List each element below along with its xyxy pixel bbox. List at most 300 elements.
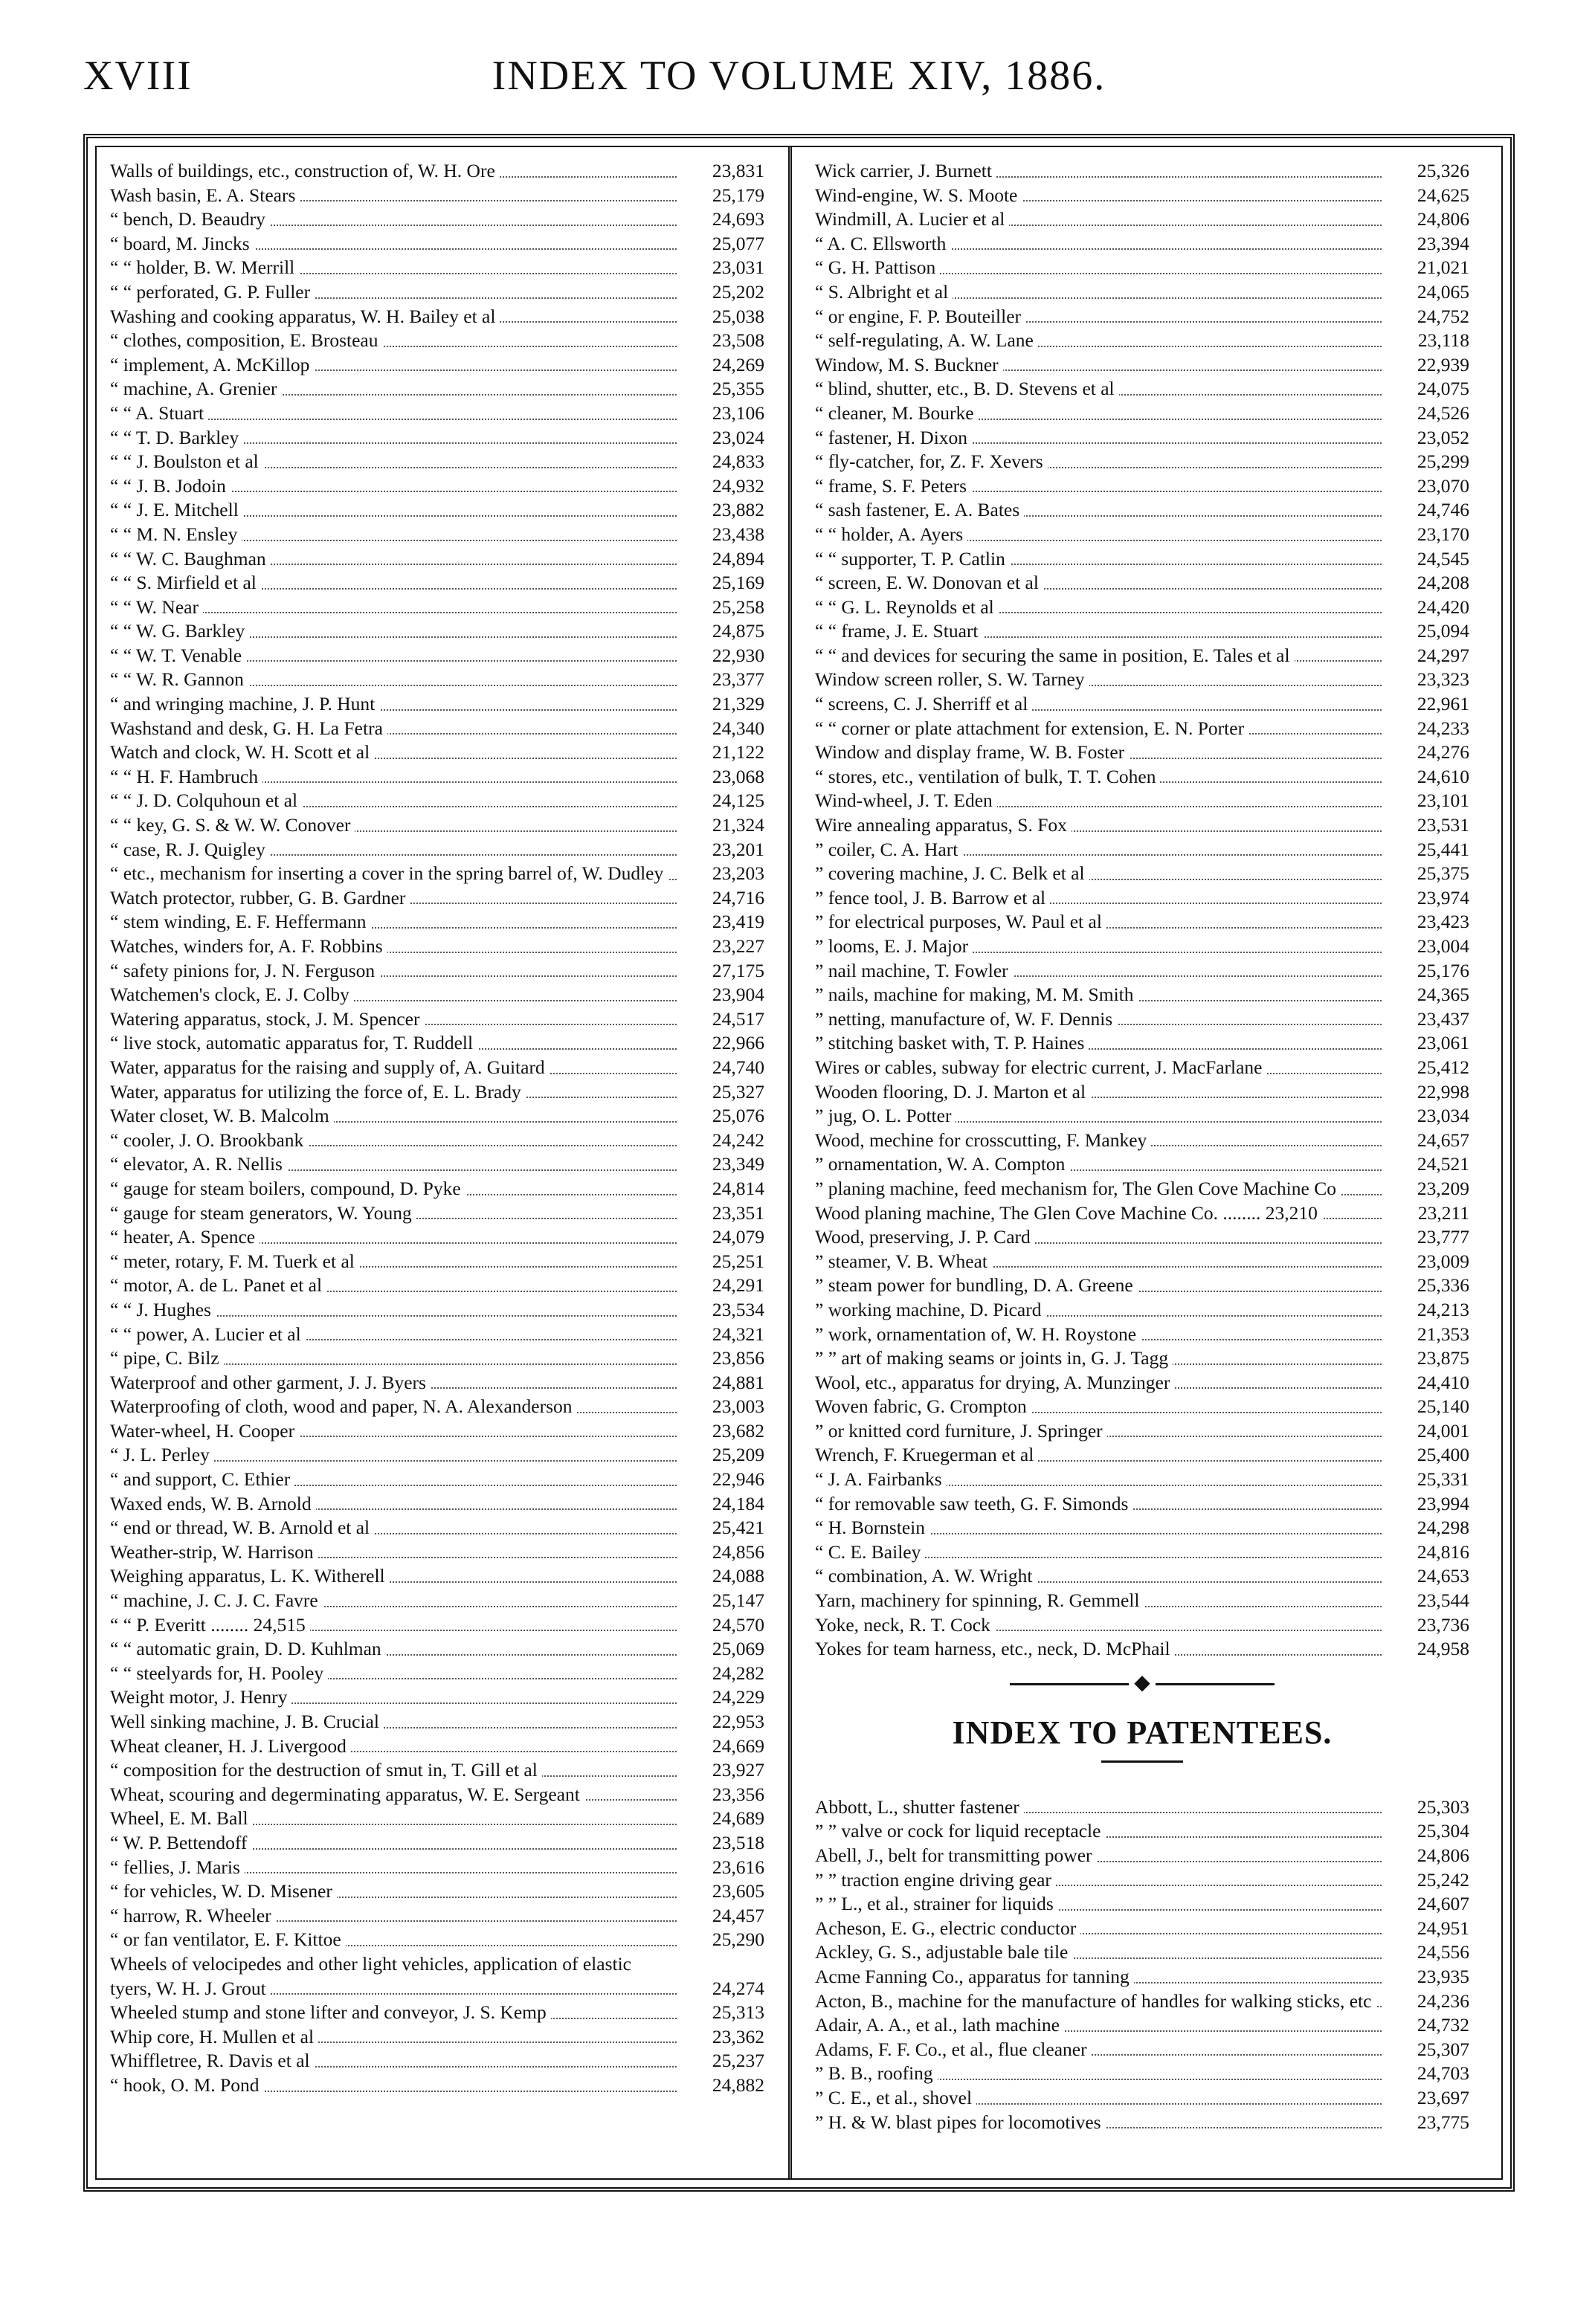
entry-text: Watchemen's clock, E. J. Colby xyxy=(110,984,354,1005)
patent-number: 25,077 xyxy=(712,232,764,254)
patent-number: 24,607 xyxy=(1417,1893,1469,1915)
entry-text: “ bench, D. Beaudry xyxy=(110,208,270,230)
patent-number: 27,175 xyxy=(712,959,764,981)
entry-text: Water, apparatus for utilizing the force of, E. L. Brady xyxy=(110,1081,526,1103)
index-entry xyxy=(815,377,1469,401)
index-entry xyxy=(815,692,1469,717)
entry-text: “ motor, A. de L. Panet et al xyxy=(110,1274,326,1296)
entry-text: “ “ H. F. Hambruch xyxy=(110,766,262,787)
entry-text: “ “ holder, A. Ayers xyxy=(815,523,967,545)
entry-text: ” ” valve or cock for liquid receptacle xyxy=(815,1820,1105,1842)
patent-number: 23,394 xyxy=(1417,232,1469,254)
patent-number: 25,169 xyxy=(712,572,764,594)
index-entry xyxy=(815,717,1469,741)
entry-text: “ meter, rotary, F. M. Tuerk et al xyxy=(110,1250,359,1272)
patent-number: 23,544 xyxy=(1417,1589,1469,1612)
patent-number: 24,958 xyxy=(1417,1638,1469,1660)
entry-text: ” steamer, V. B. Wheat xyxy=(815,1250,992,1272)
patent-number: 24,570 xyxy=(712,1613,764,1636)
patent-number: 25,326 xyxy=(1417,160,1469,181)
entry-text: “ blind, shutter, etc., B. D. Stevens et al xyxy=(815,378,1119,399)
entry-text: “ sash fastener, E. A. Bates xyxy=(815,499,1024,520)
index-entry xyxy=(110,1007,764,1032)
patent-number: 24,184 xyxy=(712,1492,764,1514)
entry-text: “ for removable saw teeth, G. F. Simonds xyxy=(815,1493,1132,1514)
entry-text: ” planing machine, feed mechanism for, The Glen Cove Machine Co xyxy=(815,1178,1341,1199)
index-entry xyxy=(815,1056,1469,1080)
entry-text: “ self-regulating, A. W. Lane xyxy=(815,329,1038,351)
patent-number: 24,816 xyxy=(1417,1540,1469,1563)
patent-number: 24,242 xyxy=(712,1129,764,1151)
entry-text: “ screens, C. J. Sherriff et al xyxy=(815,693,1032,714)
entry-text: Watering apparatus, stock, J. M. Spencer xyxy=(110,1008,424,1030)
patent-number: 25,209 xyxy=(712,1444,764,1466)
entry-text: “ A. C. Ellsworth xyxy=(815,233,950,254)
patent-number: 24,610 xyxy=(1417,765,1469,787)
entry-text: “ or fan ventilator, E. F. Kittoe xyxy=(110,1928,346,1950)
index-entry xyxy=(815,668,1469,692)
index-entry xyxy=(815,1965,1469,1989)
index-entry xyxy=(815,426,1469,451)
index-entry xyxy=(815,1201,1469,1226)
entry-text: “ “ W. T. Venable xyxy=(110,645,246,666)
index-entry xyxy=(110,1564,764,1589)
index-entry xyxy=(815,1892,1469,1917)
patent-number: 24,075 xyxy=(1417,378,1469,400)
index-entry xyxy=(815,1225,1469,1250)
index-entry xyxy=(815,1177,1469,1201)
index-entry xyxy=(815,498,1469,523)
index-entry xyxy=(110,1758,764,1783)
index-entry xyxy=(110,935,764,959)
index-entry xyxy=(110,1662,764,1686)
patent-number: 24,079 xyxy=(712,1226,764,1248)
entry-text: “ “ G. L. Reynolds et al xyxy=(815,596,999,618)
patent-number: 21,021 xyxy=(1417,256,1469,279)
entry-text: “ board, M. Jincks xyxy=(110,233,254,254)
entry-text: “ “ P. Everitt ........ 24,515 xyxy=(110,1614,310,1636)
patent-number: 25,237 xyxy=(712,2050,764,2072)
index-entry xyxy=(110,1904,764,1928)
entry-text: “ stem winding, E. F. Heffermann xyxy=(110,911,371,932)
entry-text: “ and support, C. Ethier xyxy=(110,1468,294,1490)
index-entry xyxy=(815,595,1469,620)
entry-text: “ clothes, composition, E. Brosteau xyxy=(110,329,382,351)
patent-number: 23,009 xyxy=(1417,1250,1469,1272)
entry-text: “ harrow, R. Wheeler xyxy=(110,1905,276,1926)
patent-number: 24,689 xyxy=(712,1807,764,1830)
entry-text: “ or engine, F. P. Bouteiller xyxy=(815,306,1025,327)
patent-number: 24,856 xyxy=(712,1540,764,1563)
index-entry xyxy=(110,1225,764,1250)
patent-number: 24,233 xyxy=(1417,717,1469,739)
entry-text: “ elevator, A. R. Nellis xyxy=(110,1153,287,1175)
index-entry xyxy=(110,1056,764,1080)
subject-entries-right xyxy=(815,159,1469,1662)
entry-text: ” coiler, C. A. Hart xyxy=(815,839,962,860)
patent-number: 23,831 xyxy=(712,160,764,181)
patent-number: 25,076 xyxy=(712,1105,764,1127)
index-entry xyxy=(815,450,1469,474)
patent-number: 23,904 xyxy=(712,984,764,1006)
entry-text: Wash basin, E. A. Stears xyxy=(110,184,300,206)
index-entry xyxy=(110,1637,764,1662)
entry-text: “ case, R. J. Quigley xyxy=(110,839,270,860)
patent-number: 23,203 xyxy=(712,862,764,885)
entry-text: “ and wringing machine, J. P. Hunt xyxy=(110,693,379,714)
index-entry xyxy=(110,1346,764,1371)
index-entry xyxy=(110,1516,764,1540)
entry-text: Abbott, L., shutter fastener xyxy=(815,1796,1024,1818)
patent-number: 23,438 xyxy=(712,523,764,545)
index-entry xyxy=(110,401,764,426)
patent-number: 25,441 xyxy=(1417,838,1469,860)
patent-number: 24,001 xyxy=(1417,1419,1469,1442)
entry-text: Weight motor, J. Henry xyxy=(110,1686,291,1708)
entry-text: Adair, A. A., et al., lath machine xyxy=(815,2014,1064,2036)
index-entry xyxy=(110,1734,764,1759)
index-entry xyxy=(110,959,764,984)
index-entry xyxy=(110,740,764,765)
entry-text: ” fence tool, J. B. Barrow et al xyxy=(815,887,1050,908)
index-entry xyxy=(110,2073,764,2098)
entry-text: ” ” art of making seams or joints in, G. J. Tagg xyxy=(815,1347,1173,1369)
index-entry xyxy=(815,401,1469,426)
entry-text: ” nails, machine for making, M. M. Smith xyxy=(815,984,1138,1005)
index-entry xyxy=(815,1564,1469,1589)
entry-text: Wood planing machine, The Glen Cove Machine Co. ........ 23,210 xyxy=(815,1202,1322,1224)
entry-text: “ heater, A. Spence xyxy=(110,1226,260,1247)
index-entry xyxy=(110,280,764,305)
patent-number: 23,106 xyxy=(712,401,764,424)
patent-number: 23,349 xyxy=(712,1153,764,1175)
patent-number: 24,653 xyxy=(1417,1565,1469,1587)
patent-number: 25,304 xyxy=(1417,1820,1469,1842)
entry-text: ” work, ornamentation of, W. H. Roystone xyxy=(815,1323,1141,1345)
entry-text: Wind-wheel, J. T. Eden xyxy=(815,790,997,811)
patent-number: 24,556 xyxy=(1417,1941,1469,1963)
patent-number: 25,400 xyxy=(1417,1444,1469,1466)
entry-text: Waxed ends, W. B. Arnold xyxy=(110,1493,316,1514)
title-rule xyxy=(1101,1760,1183,1763)
index-entry xyxy=(815,2038,1469,2062)
patent-number: 24,321 xyxy=(712,1323,764,1345)
index-entry xyxy=(815,1540,1469,1565)
patent-number: 23,061 xyxy=(1417,1032,1469,1054)
patent-number: 24,517 xyxy=(712,1007,764,1030)
index-entry xyxy=(815,1795,1469,1820)
entry-text: ” ” traction engine driving gear xyxy=(815,1869,1056,1891)
entry-text: Acton, B., machine for the manufacture of handles for walking sticks, etc xyxy=(815,1990,1376,2012)
entry-text: ” B. B., roofing xyxy=(815,2062,938,2084)
index-entry xyxy=(815,983,1469,1007)
entry-text: Weather-strip, W. Harrison xyxy=(110,1541,318,1563)
entry-text: “ “ W. R. Gannon xyxy=(110,668,248,690)
patent-number: 21,324 xyxy=(712,814,764,836)
index-entry xyxy=(110,1298,764,1323)
index-entry xyxy=(815,280,1469,305)
patent-number: 21,329 xyxy=(712,693,764,715)
patent-number: 24,625 xyxy=(1417,184,1469,206)
index-entry xyxy=(110,232,764,256)
index-entry xyxy=(815,789,1469,813)
patent-number: 21,122 xyxy=(712,741,764,764)
patent-number: 24,340 xyxy=(712,717,764,739)
index-entry xyxy=(815,2062,1469,2086)
entry-text: Yoke, neck, R. T. Cock xyxy=(815,1614,995,1636)
index-entry xyxy=(110,305,764,329)
index-entry xyxy=(110,595,764,620)
patent-number: 23,323 xyxy=(1417,668,1469,691)
index-entry xyxy=(815,862,1469,886)
index-entry xyxy=(110,450,764,474)
index-entry xyxy=(815,1080,1469,1105)
index-entry xyxy=(815,959,1469,984)
patent-number: 25,251 xyxy=(712,1250,764,1272)
index-entry xyxy=(815,1031,1469,1056)
entry-text: “ G. H. Pattison xyxy=(815,256,940,278)
running-head xyxy=(83,52,1515,119)
index-entry xyxy=(815,740,1469,765)
index-entry xyxy=(110,426,764,451)
index-entry xyxy=(110,813,764,838)
entry-text: “ J. L. Perley xyxy=(110,1444,214,1465)
entry-text: Water, apparatus for the raising and supply of, A. Guitard xyxy=(110,1056,550,1078)
patent-number: 24,833 xyxy=(712,451,764,473)
entry-text: Washing and cooking apparatus, W. H. Bailey et al xyxy=(110,306,500,327)
entry-text: ” C. E., et al., shovel xyxy=(815,2087,976,2108)
entry-text: “ “ T. D. Barkley xyxy=(110,427,243,448)
index-entry xyxy=(815,1371,1469,1395)
entry-text: ” covering machine, J. C. Belk et al xyxy=(815,862,1089,884)
entry-text: Waterproofing of cloth, wood and paper, N. A. Alexanderson xyxy=(110,1395,577,1417)
index-entry xyxy=(815,353,1469,378)
index-entry xyxy=(815,619,1469,644)
index-entry xyxy=(815,1989,1469,2014)
index-entry xyxy=(110,1104,764,1129)
entry-text: Water-wheel, H. Cooper xyxy=(110,1420,299,1442)
entry-text: “ “ and devices for securing the same in position, E. Tales et al xyxy=(815,645,1295,666)
entry-text: “ “ J. Hughes xyxy=(110,1299,216,1320)
patent-number: 24,410 xyxy=(1417,1371,1469,1393)
patent-number: 23,024 xyxy=(712,426,764,448)
entry-text: Watch protector, rubber, G. B. Gardner xyxy=(110,887,410,908)
index-entry xyxy=(815,838,1469,862)
entry-text: “ end or thread, W. B. Arnold et al xyxy=(110,1517,374,1538)
patent-number: 24,269 xyxy=(712,353,764,375)
patent-number: 25,179 xyxy=(712,184,764,206)
entry-text: “ “ holder, B. W. Merrill xyxy=(110,256,299,278)
patent-number: 24,457 xyxy=(712,1904,764,1926)
entry-text: “ for vehicles, W. D. Misener xyxy=(110,1880,337,1902)
entry-text: “ screen, E. W. Donovan et al xyxy=(815,572,1043,593)
patent-number: 24,814 xyxy=(712,1177,764,1199)
patent-number: 24,125 xyxy=(712,790,764,812)
patent-number: 23,351 xyxy=(712,1201,764,1224)
index-entry xyxy=(110,1879,764,1904)
index-entry xyxy=(815,1844,1469,1868)
entry-text: “ “ W. Near xyxy=(110,596,203,618)
entry-text: “ “ J. E. Mitchell xyxy=(110,499,243,520)
page-number: XVIII xyxy=(83,53,193,99)
patent-number: 23,356 xyxy=(712,1783,764,1805)
patent-number: 25,202 xyxy=(712,280,764,303)
index-entry xyxy=(815,232,1469,256)
entry-text: ” steam power for bundling, D. A. Greene xyxy=(815,1274,1138,1296)
entry-text: “ etc., mechanism for inserting a cover in the spring barrel of, W. Dudley xyxy=(110,862,668,884)
patent-number: 25,290 xyxy=(712,1928,764,1951)
entry-text: ” H. & W. blast pipes for locomotives xyxy=(815,2111,1106,2133)
patent-number: 24,732 xyxy=(1417,2014,1469,2036)
entry-text: “ implement, A. McKillop xyxy=(110,354,314,375)
patentee-entries xyxy=(815,1795,1469,2134)
patent-number: 25,258 xyxy=(712,595,764,618)
entry-text: Wheels of velocipedes and other light vehicles, application of elastic tyers, W. H. J. Grout xyxy=(110,1952,632,1999)
entry-text: “ H. Bornstein xyxy=(815,1517,929,1538)
patent-number: 24,420 xyxy=(1417,595,1469,618)
index-entry xyxy=(815,1637,1469,1662)
index-entry xyxy=(110,377,764,401)
entry-text: Wooden flooring, D. J. Marton et al xyxy=(815,1081,1090,1103)
patent-number: 24,881 xyxy=(712,1371,764,1393)
patent-number: 24,291 xyxy=(712,1274,764,1297)
patent-number: 23,004 xyxy=(1417,935,1469,957)
entry-text: Watch and clock, W. H. Scott et al xyxy=(110,741,374,763)
index-entry xyxy=(110,1419,764,1444)
entry-text: Whip core, H. Mullen et al xyxy=(110,2026,318,2047)
patent-number: 24,894 xyxy=(712,547,764,569)
entry-text: Woven fabric, G. Crompton xyxy=(815,1395,1031,1417)
section-ornament: ◆ xyxy=(815,1672,1469,1694)
patent-number: 24,716 xyxy=(712,886,764,908)
patent-number: 24,526 xyxy=(1417,401,1469,424)
index-entry xyxy=(110,1274,764,1298)
index-entry xyxy=(815,1419,1469,1444)
index-entry xyxy=(110,789,764,813)
entry-text: Windmill, A. Lucier et al xyxy=(815,208,1009,230)
patent-number: 23,362 xyxy=(712,2025,764,2047)
entry-text: “ “ power, A. Lucier et al xyxy=(110,1323,306,1345)
index-entry xyxy=(110,547,764,572)
entry-text: “ gauge for steam boilers, compound, D. Pyke xyxy=(110,1178,465,1199)
index-entry xyxy=(110,1129,764,1153)
entry-text: “ “ W. C. Baughman xyxy=(110,548,271,569)
patent-number: 23,875 xyxy=(1417,1347,1469,1369)
index-entry xyxy=(815,1468,1469,1492)
index-entry xyxy=(815,1613,1469,1638)
patentees-title: INDEX TO PATENTEES. xyxy=(952,1714,1333,1751)
entry-text: “ combination, A. W. Wright xyxy=(815,1565,1037,1587)
entry-text: Wrench, F. Kruegerman et al xyxy=(815,1444,1038,1465)
entry-text: Window and display frame, W. B. Foster xyxy=(815,741,1129,763)
patent-number: 24,298 xyxy=(1417,1517,1469,1539)
entry-text: Water closet, W. B. Malcolm xyxy=(110,1105,334,1126)
index-entry xyxy=(815,644,1469,668)
patent-number: 25,242 xyxy=(1417,1868,1469,1891)
index-entry xyxy=(815,1298,1469,1323)
entry-text: “ pipe, C. Bilz xyxy=(110,1347,224,1369)
entry-text: Ackley, G. S., adjustable bale tile xyxy=(815,1941,1072,1963)
index-entry xyxy=(110,1201,764,1226)
patent-number: 24,297 xyxy=(1417,644,1469,666)
entry-text: ” jug, O. L. Potter xyxy=(815,1105,956,1126)
patent-number: 24,951 xyxy=(1417,1917,1469,1939)
patent-number: 25,140 xyxy=(1417,1395,1469,1418)
index-entry xyxy=(815,1868,1469,1893)
patent-number: 23,419 xyxy=(712,911,764,933)
patent-number: 24,882 xyxy=(712,2073,764,2096)
patent-number: 23,070 xyxy=(1417,474,1469,497)
patent-number: 25,094 xyxy=(1417,620,1469,642)
patent-number: 22,939 xyxy=(1417,353,1469,375)
entry-text: “ cooler, J. O. Brookbank xyxy=(110,1129,308,1151)
index-entry xyxy=(815,523,1469,547)
index-entry xyxy=(815,935,1469,959)
index-entry xyxy=(110,159,764,184)
patent-number: 23,118 xyxy=(1417,329,1469,352)
patent-number: 24,806 xyxy=(1417,1844,1469,1866)
index-entry xyxy=(110,1468,764,1492)
index-entry xyxy=(110,474,764,499)
index-entry xyxy=(815,1940,1469,1965)
patent-number: 25,331 xyxy=(1417,1468,1469,1491)
index-entry xyxy=(815,1395,1469,1419)
index-entry xyxy=(815,1492,1469,1517)
patent-number: 23,682 xyxy=(712,1419,764,1442)
patent-number: 23,377 xyxy=(712,668,764,691)
patent-number: 24,703 xyxy=(1417,2062,1469,2085)
patent-number: 24,088 xyxy=(712,1565,764,1587)
entry-text: “ live stock, automatic apparatus for, T. Ruddell xyxy=(110,1032,477,1053)
entry-text: ” for electrical purposes, W. Paul et al xyxy=(815,911,1106,932)
patent-number: 23,935 xyxy=(1417,1965,1469,1987)
index-entry xyxy=(110,983,764,1007)
index-entry xyxy=(815,1007,1469,1032)
entry-text: “ safety pinions for, J. N. Ferguson xyxy=(110,960,379,981)
entry-text: “ “ J. B. Jodoin xyxy=(110,475,231,497)
entry-text: “ “ J. Boulston et al xyxy=(110,451,263,472)
entry-text: “ “ supporter, T. P. Catlin xyxy=(815,548,1010,569)
index-entry xyxy=(110,1928,764,1952)
entry-text: Washstand and desk, G. H. La Fetra xyxy=(110,717,387,739)
patent-number: 23,437 xyxy=(1417,1007,1469,1030)
patent-number: 25,375 xyxy=(1417,862,1469,885)
patent-number: 24,276 xyxy=(1417,741,1469,764)
index-entry xyxy=(815,256,1469,280)
index-entry xyxy=(110,1613,764,1638)
index-entry xyxy=(110,1783,764,1807)
patent-number: 24,208 xyxy=(1417,572,1469,594)
patent-number: 25,069 xyxy=(712,1638,764,1660)
index-entry xyxy=(110,886,764,911)
patent-number: 24,693 xyxy=(712,208,764,230)
entry-text: “ stores, etc., ventilation of bulk, T. T. Cohen xyxy=(815,766,1160,787)
index-entry xyxy=(110,1831,764,1856)
entry-text: Acme Fanning Co., apparatus for tanning xyxy=(815,1966,1134,1987)
patent-number: 25,412 xyxy=(1417,1056,1469,1078)
patent-number: 23,068 xyxy=(712,765,764,787)
index-entry xyxy=(110,1540,764,1565)
index-entry xyxy=(110,1710,764,1734)
patent-number: 23,201 xyxy=(712,838,764,860)
entry-text: “ W. P. Bettendoff xyxy=(110,1832,251,1853)
index-entry xyxy=(110,910,764,935)
patent-number: 24,065 xyxy=(1417,280,1469,303)
patent-number: 25,303 xyxy=(1417,1795,1469,1818)
index-entry xyxy=(815,2086,1469,2111)
patent-number: 23,534 xyxy=(712,1298,764,1320)
index-entry xyxy=(110,1395,764,1419)
